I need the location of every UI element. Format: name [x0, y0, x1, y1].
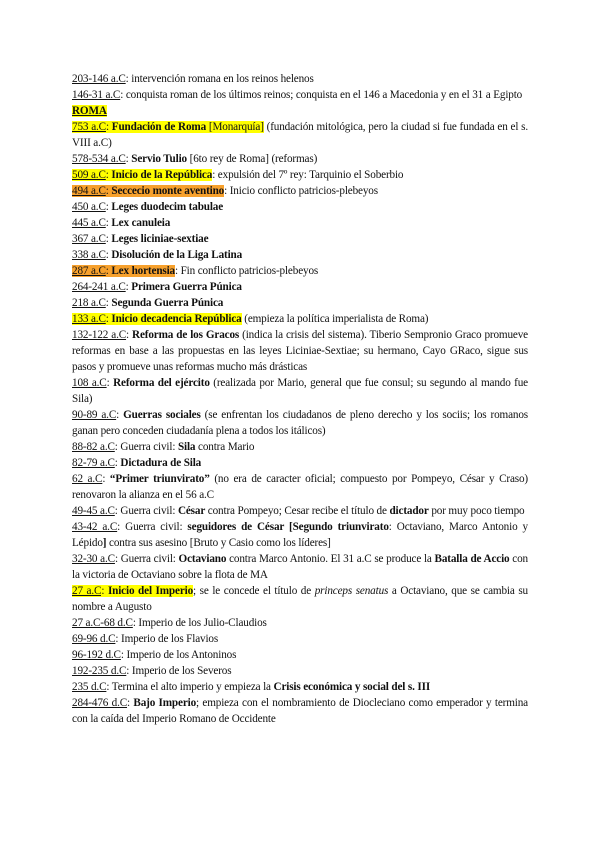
entry-keyword: Inicio de la República — [111, 169, 213, 181]
entry-keyword: Reforma de los Gracos — [132, 329, 240, 341]
timeline-entry — [72, 663, 528, 679]
timeline-entry — [72, 375, 528, 407]
entry-keyword: Segunda Guerra Púnica — [111, 297, 224, 309]
entry-keyword: seguidores de César [Segundo triunvirato — [187, 521, 389, 533]
entry-text: : Imperio de los Severos — [126, 665, 232, 677]
entry-keyword: Inicio decadencia República — [111, 313, 242, 325]
entry-text: [Monarquía] — [206, 121, 264, 133]
entry-text: ; se le concede el título de — [193, 585, 315, 597]
entry-date: 69-96 d.C — [72, 633, 116, 645]
entry-keyword: Seccecio monte aventino — [111, 185, 225, 197]
timeline-entry — [72, 311, 528, 327]
timeline-entry — [72, 583, 528, 615]
entry-keyword: Fundación de Roma — [111, 121, 207, 133]
entry-date: 82-79 a.C — [72, 457, 115, 469]
entry-text: : Imperio de los Flavios — [115, 633, 219, 645]
entry-date: 494 a.C — [72, 185, 106, 197]
entry-text: por muy poco tiempo — [428, 505, 525, 517]
entry-text: : — [105, 313, 112, 325]
entry-date: 367 a.C — [72, 233, 106, 245]
timeline-entry — [72, 231, 528, 247]
entry-text: : — [125, 281, 132, 293]
timeline-entry — [72, 439, 528, 455]
entry-date: 32-30 a.C — [72, 553, 115, 565]
entry-text: : — [125, 153, 132, 165]
timeline-entry — [72, 71, 528, 87]
entry-text: : — [105, 297, 112, 309]
entry-keyword: Disolución de la Liga Latina — [111, 249, 243, 261]
entry-date: 43-42 a.C — [72, 521, 118, 533]
section-heading: ROMA — [72, 105, 107, 117]
timeline-entry — [72, 615, 528, 631]
entry-keyword: Lex canuleia — [111, 217, 171, 229]
entry-text: contra Pompeyo; Cesar recibe el título de — [205, 505, 390, 517]
timeline-entry — [72, 87, 528, 103]
timeline-entry — [72, 327, 528, 375]
timeline-entry — [72, 199, 528, 215]
timeline-entry — [72, 407, 528, 439]
entry-text: (se enfrentan los ciudadanos de pleno derecho y los sociis; los romanos ganan pero conceden ciudadanía plena a todos los itálicos) — [72, 409, 528, 437]
timeline-entry — [72, 247, 528, 263]
timeline-list — [72, 119, 528, 727]
entry-date: 218 a.C — [72, 297, 106, 309]
entry-keyword: Guerras sociales — [123, 409, 201, 421]
entry-date: 450 a.C — [72, 201, 106, 213]
entry-text: a Octaviano, que se cambia su nombre a Augusto — [72, 585, 528, 613]
entry-text: : — [105, 169, 112, 181]
entry-date: 264-241 a.C — [72, 281, 126, 293]
entry-keyword: Lex hortensia — [111, 265, 175, 277]
entry-text: contra Mario — [195, 441, 255, 453]
timeline-entry — [72, 151, 528, 167]
timeline-entry — [72, 215, 528, 231]
entry-keyword: ] — [102, 537, 107, 549]
entry-text: contra Marco Antonio. El 31 a.C se produce la — [226, 553, 435, 565]
timeline-entry — [72, 695, 528, 727]
entry-date: 132-122 a.C — [72, 329, 127, 341]
entry-date: 27 a.C-68 d.C — [72, 617, 133, 629]
entry-text: : Imperio de los Antoninos — [120, 649, 237, 661]
entry-keyword: Inicio del Imperio — [107, 585, 194, 597]
entry-date: 203-146 a.C — [72, 73, 126, 85]
entry-text: : — [105, 201, 112, 213]
entry-text: : — [105, 233, 112, 245]
entry-date: 578-534 a.C — [72, 153, 126, 165]
entry-keyword: Bajo Imperio — [133, 697, 197, 709]
entry-keyword: César — [177, 505, 206, 517]
timeline-entry — [72, 631, 528, 647]
entry-keyword: Leges duodecim tabulae — [111, 201, 224, 213]
entry-text: : Guerra civil: — [114, 553, 179, 565]
entry-text: contra sus asesino [Bruto y Casio como los líderes] — [106, 537, 331, 549]
entry-text: : intervención romana en los reinos helenos — [125, 73, 314, 85]
entry-text: : — [102, 473, 110, 485]
entry-text: : — [126, 329, 133, 341]
entry-text: : — [116, 409, 124, 421]
entry-date: 509 a.C — [72, 169, 106, 181]
timeline-entry — [72, 455, 528, 471]
entry-date: 49-45 a.C — [72, 505, 115, 517]
entry-keyword: Sila — [177, 441, 196, 453]
entry-text: : Fin conflicto patricios-plebeyos — [175, 265, 319, 277]
entry-text: : — [105, 265, 112, 277]
entry-text: (fundación mitológica, pero la ciudad si fue fundada en el s. VIII a.C) — [72, 121, 528, 149]
document-body — [72, 71, 528, 727]
entry-text: : — [105, 185, 112, 197]
entry-text: : — [106, 377, 114, 389]
entry-text: con la victoria de Octaviano sobre la flota de MA — [72, 553, 528, 581]
entry-text: princeps senatus — [314, 585, 389, 597]
entry-text: : expulsión del 7º rey: Tarquinio el Soberbio — [212, 169, 404, 181]
entry-keyword: Dictadura de Sila — [120, 457, 202, 469]
entry-keyword: Reforma del ejército — [113, 377, 210, 389]
entry-date: 62 a.C — [72, 473, 103, 485]
entry-text: : Guerra civil: — [114, 441, 178, 453]
entry-text: : Guerra civil: — [114, 505, 178, 517]
timeline-entry — [72, 519, 528, 551]
timeline-entry — [72, 503, 528, 519]
entry-keyword: Primera Guerra Púnica — [131, 281, 242, 293]
entry-keyword: Crisis económica y social del s. III — [273, 681, 431, 693]
entry-date: 284-476 d.C — [72, 697, 128, 709]
timeline-entry — [72, 279, 528, 295]
entry-date: 338 a.C — [72, 249, 106, 261]
timeline-entry — [72, 551, 528, 583]
timeline-entry — [72, 647, 528, 663]
entry-text: (indica la crisis del sistema). Tiberio Sempronio Graco promueve reformas en base a las propuestas en las leyes Liciniae-Sextiae; su hermano, Cayo GRaco, sigue sus pasos y promueve unas reformas mucho más drásticas — [72, 329, 528, 373]
entry-date: 88-82 a.C — [72, 441, 115, 453]
entry-date: 287 a.C — [72, 265, 106, 277]
entry-text: : Octaviano, Marco Antonio y Lépido — [72, 521, 528, 549]
entry-keyword: dictador — [389, 505, 429, 517]
entry-text: : — [101, 585, 108, 597]
timeline-entry — [72, 679, 528, 695]
entry-date: 192-235 d.C — [72, 665, 127, 677]
entry-text: : — [127, 697, 134, 709]
entry-text: : Guerra civil: — [117, 521, 188, 533]
entry-text: : — [105, 121, 112, 133]
entry-text: : — [105, 217, 112, 229]
timeline-entry — [72, 119, 528, 151]
entry-date: 108 a.C — [72, 377, 107, 389]
entry-text: : Imperio de los Julio-Claudios — [132, 617, 267, 629]
entry-text: (realizada por Mario, general que fue consul; su segundo al mando fue Sila) — [72, 377, 528, 405]
timeline-entry — [72, 263, 528, 279]
entry-date: 753 a.C — [72, 121, 106, 133]
entry-date: 235 d.C — [72, 681, 107, 693]
timeline-entry — [72, 167, 528, 183]
entry-text: : Termina el alto imperio y empieza la — [106, 681, 274, 693]
entry-text: : — [114, 457, 121, 469]
timeline-entry — [72, 295, 528, 311]
entry-date: 146-31 a.C — [72, 89, 121, 101]
entry-text: ; empieza con el nombramiento de Diocleciano como emperador y termina con la caída del Imperio Romano de Occidente — [72, 697, 528, 725]
entry-date: 133 a.C — [72, 313, 106, 325]
entry-keyword: Octaviano — [178, 553, 227, 565]
entry-date: 90-89 a.C — [72, 409, 117, 421]
entry-text: (no era de caracter oficial; compuesto por Pompeyo, César y Craso) renovaron la alianza en el 56 a.C — [72, 473, 528, 501]
entry-keyword: Servio Tulio — [131, 153, 187, 165]
entry-date: 445 a.C — [72, 217, 106, 229]
entry-text: : — [105, 249, 112, 261]
entry-keyword: Leges liciniae-sextiae — [111, 233, 209, 245]
entry-text: : Inicio conflicto patricios-plebeyos — [224, 185, 378, 197]
timeline-entry — [72, 471, 528, 503]
entry-date: 96-192 d.C — [72, 649, 121, 661]
section-heading-row — [72, 103, 528, 119]
entry-date: 27 a.C — [72, 585, 102, 597]
entry-text: : conquista roman de los últimos reinos; conquista en el 146 a Macedonia y en el 31 a Egipto — [120, 89, 523, 101]
entry-keyword: Batalla de Accio — [434, 553, 510, 565]
timeline-entry — [72, 183, 528, 199]
entry-text: (empieza la política imperialista de Roma) — [241, 313, 429, 325]
entry-keyword: “Primer triunvirato” — [109, 473, 210, 485]
entry-text: [6to rey de Roma] (reformas) — [187, 153, 318, 165]
